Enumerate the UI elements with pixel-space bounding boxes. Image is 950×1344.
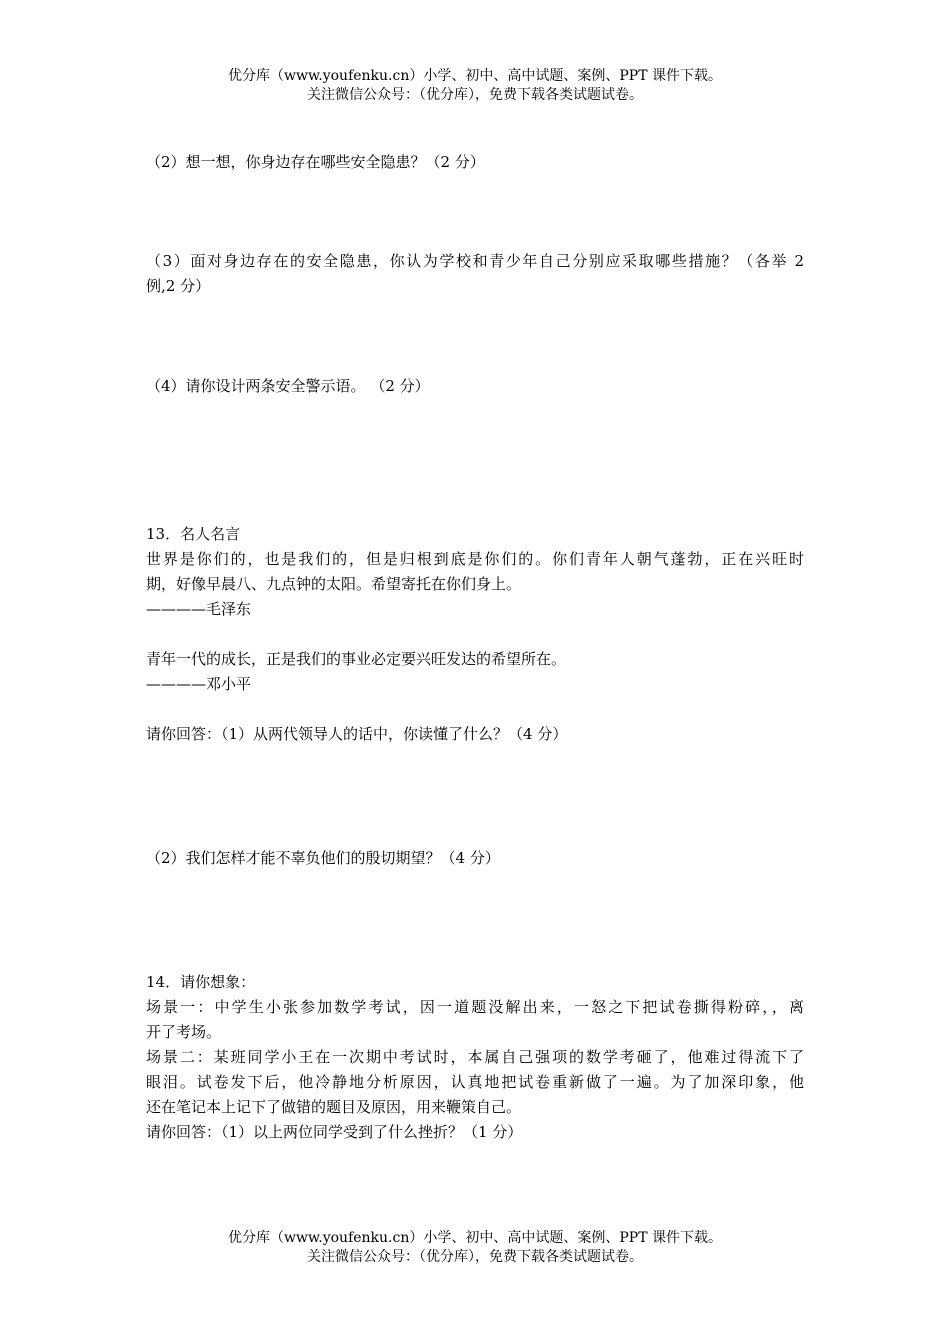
q14-scene2-line3: 还在笔记本上记下了做错的题目及原因，用来鞭策自己。 [146, 1098, 522, 1116]
q14-title: 14．请你想象： [146, 973, 256, 991]
q12-sub3-line1: （3）面对身边存在的安全隐患，你认为学校和青少年自己分别应采取哪些措施？（各举 2 [146, 252, 804, 270]
q13-title: 13．名人名言 [146, 525, 241, 543]
q13-quote2: 青年一代的成长，正是我们的事业必定要兴旺发达的希望所在。 [146, 650, 567, 668]
q14-scene2-line2: 眼泪。试卷发下后，他冷静地分析原因，认真地把试卷重新做了一遍。为了加深印象，他 [146, 1073, 804, 1091]
header-line-2: 关注微信公众号：（优分库），免费下载各类试题试卷。 [307, 87, 643, 103]
q12-sub3-line2: 例,2 分） [146, 277, 211, 295]
q14-sub1: 请你回答：（1）以上两位同学受到了什么挫折？（1 分） [146, 1123, 523, 1141]
q13-quote1-author: ————毛泽东 [146, 600, 252, 618]
q12-sub4: （4）请你设计两条安全警示语。 （2 分） [146, 377, 430, 395]
q14-scene2-line1: 场景二：某班同学小王在一次期中考试时，本属自己强项的数学考砸了，他难过得流下了 [146, 1048, 804, 1066]
q12-sub2: （2）想一想，你身边存在哪些安全隐患？（2 分） [146, 153, 485, 171]
q13-quote1-line1: 世界是你们的，也是我们的，但是归根到底是你们的。你们青年人朝气蓬勃，正在兴旺时 [146, 550, 804, 568]
q13-sub1: 请你回答：（1）从两代领导人的话中，你读懂了什么？（4 分） [146, 725, 568, 743]
header-line-1: 优分库（www.youfenku.cn）小学、初中、高中试题、案例、PPT 课件下载。 [227, 68, 722, 84]
q14-scene1-line2: 开了考场。 [146, 1023, 222, 1041]
q14-scene1-line1: 场景一：中学生小张参加数学考试，因一道题没解出来，一怒之下把试卷撕得粉碎，，离 [146, 998, 804, 1016]
footer-line-2: 关注微信公众号：（优分库），免费下载各类试题试卷。 [307, 1249, 643, 1265]
q13-sub2: （2）我们怎样才能不辜负他们的殷切期望？（4 分） [146, 849, 500, 867]
q13-quote2-author: ————邓小平 [146, 675, 252, 693]
q13-quote1-line2: 期，好像早晨八、九点钟的太阳。希望寄托在你们身上。 [146, 575, 522, 593]
footer-line-1: 优分库（www.youfenku.cn）小学、初中、高中试题、案例、PPT 课件下载。 [227, 1230, 722, 1246]
